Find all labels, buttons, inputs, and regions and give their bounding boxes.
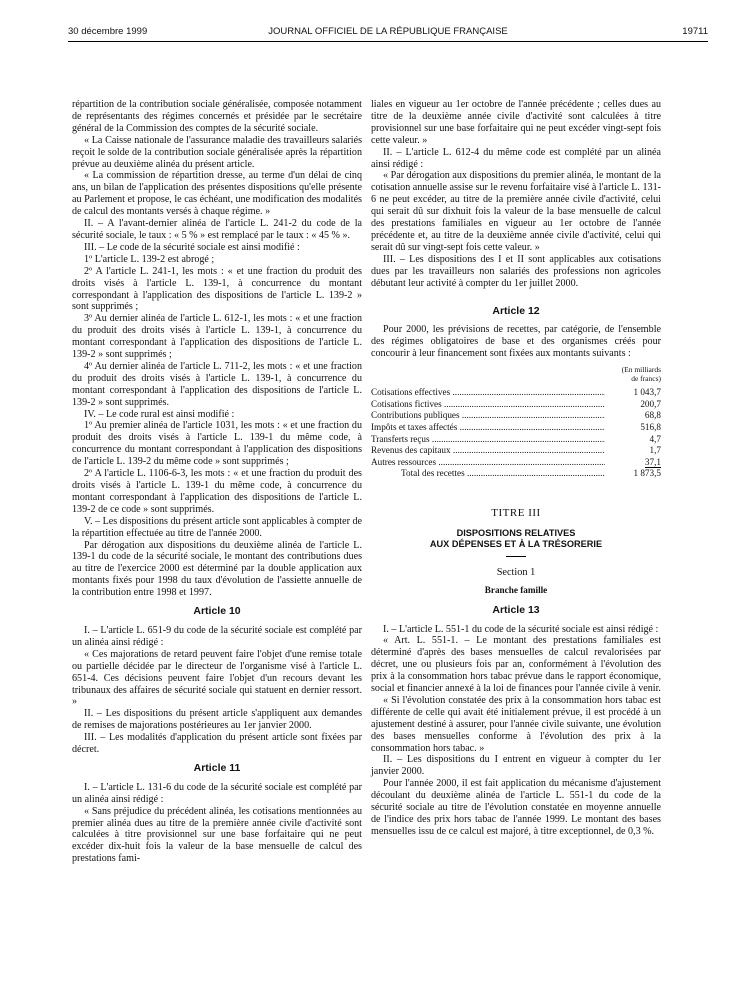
paragraph: IV. – Le code rural est ainsi modifié : <box>84 408 235 420</box>
right-column <box>371 99 661 838</box>
paragraph: « Si l'évolution constatée des prix à la consommation hors tabac est différente de celle qui avait été initialement prévue, il est procédé à un ajustement destiné à assurer, pour l'année civile suivante, une évolution des bases mensuelles conforme à l'évolution des prix à la consommation hors tabac. » <box>371 694 661 754</box>
paragraph: Par dérogation aux dispositions du deuxième alinéa de l'article L. 139-1 du code de la sécurité sociale, le montant des contributions dues au titre de l'exercice 2000 est déterminé par la double application aux montants fixés pour 1998 du taux d'évolution de l'assiette annuelle de la contribution entre 1998 et 1997. <box>72 539 362 599</box>
heading-divider <box>506 556 526 557</box>
article-13-heading: Article 13 <box>492 603 540 616</box>
header-journal-title: JOURNAL OFFICIEL DE LA RÉPUBLIQUE FRANÇAISE <box>268 26 508 37</box>
table-row: Contributions publiques ..... 68,8 <box>371 410 661 422</box>
paragraph: II. – Les dispositions du présent article s'appliquent aux demandes de remises de majorations postérieures au 1er janvier 2000. <box>72 708 362 732</box>
paragraph: II. – Les dispositions du I entrent en vigueur à compter du 1er janvier 2000. <box>371 754 661 778</box>
paragraph: 2º A l'article L. 1106-6-3, les mots : « et une fraction du produit des droits visés à l'article L. 139-1 du même code, à concurrence du montant correspondant à l'application des dispositions de l'article L. 139-2 de ce code » sont supprimés. <box>72 468 362 515</box>
table-row: Impôts et taxes affectés ..... 516,8 <box>371 422 661 434</box>
paragraph: I. – L'article L. 551-1 du code de la sécurité sociale est ainsi rédigé : <box>383 623 659 635</box>
paragraph: III. – Les dispositions des I et II sont applicables aux cotisations dues par les travailleurs non salariés des professions non agricoles débutant leur activité à compter du 1er juillet 2000. <box>371 253 661 289</box>
article-10-heading: Article 10 <box>193 605 241 618</box>
paragraph: 4º Au dernier alinéa de l'article L. 711-2, les mots : « et une fraction du produit des droits visés à l'article L. 139-1, à concurrence du montant correspondant à l'application des dispositions de l'article L. 139-2 » sont supprimés. <box>72 360 362 408</box>
paragraph: « La Caisse nationale de l'assurance maladie des travailleurs salariés reçoit le solde de la contribution sociale généralisée après la répartition prévue au deuxième alinéa du présent article. <box>72 134 362 170</box>
paragraph: 1º L'article L. 139-2 est abrogé ; <box>84 253 215 265</box>
paragraph: V. – Les dispositions du présent article sont applicables à compter de la répartition effectuée au titre de l'année 2000. <box>72 515 362 539</box>
paragraph: 3º Au dernier alinéa de l'article L. 612-1, les mots : « et une fraction du produit des droits visés à l'article L. 139-1, à concurrence du montant correspondant à l'application des dispositions de l'article L. 139-2 » sont supprimés ; <box>72 313 362 361</box>
paragraph: III. – Le code de la sécurité sociale est ainsi modifié : <box>84 241 300 253</box>
paragraph: « Art. L. 551-1. – Le montant des prestations familiales est déterminé d'après des bases mensuelles de calcul revalorisées par décret, une ou plusieurs fois par an, conformément à l'évolution des prix à la consommation hors tabac prévue dans le rapport économique, social et financier annexé à la loi de finances pour l'année civile à venir. <box>371 635 661 695</box>
paragraph: I. – L'article L. 131-6 du code de la sécurité sociale est complété par un alinéa ainsi rédigé : <box>72 781 362 805</box>
paragraph: « Sans préjudice du précédent alinéa, les cotisations mentionnées au premier alinéa dues au titre de la première année civile d'activité sont calculées à titre provisionnel sur une base forfaitaire qui ne peut excéder dix-huit fois la valeur de la base mensuelle de calcul des prestations fami- <box>72 805 362 865</box>
header-date: 30 décembre 1999 <box>68 26 148 37</box>
table-row: Revenus des capitaux ..... 1,7 <box>371 445 661 457</box>
table-row: Transferts reçus ..... 4,7 <box>371 434 661 446</box>
table-row: Autres ressources ..... 37,1 <box>371 457 661 469</box>
paragraph: « Par dérogation aux dispositions du premier alinéa, le montant de la cotisation annuelle assise sur le revenu forfaitaire visé à l'article L. 131-6 ne peut excéder, au titre de la première année civile d'activité, celui qui serait dû sur dixhuit fois la valeur de la base mensuelle de calcul des prestations familiales en vigueur au 1er octobre de l'année précédente et, au titre de la deuxième année civile d'activité, celui qui serait dû sur vingt-sept fois cette valeur. » <box>371 170 661 253</box>
page-header <box>68 26 708 40</box>
section-heading: Section 1 <box>496 566 536 578</box>
paragraph: Pour 2000, les prévisions de recettes, par catégorie, de l'ensemble des régimes obligatoires de base et des organismes créés pour concourir à leur financement sont fixées aux montants suivants : <box>371 324 661 360</box>
paragraph: III. – Les modalités d'application du présent article sont fixées par décret. <box>72 732 362 756</box>
paragraph: II. – A l'avant-dernier alinéa de l'article L. 241-2 du code de la sécurité sociale, le taux : « 5 % » est remplacé par le taux : « 45 % ». <box>72 218 362 241</box>
branche-heading: Branche famille <box>484 584 548 595</box>
titre-heading: TITRE III <box>491 506 541 519</box>
article-12-heading: Article 12 <box>492 304 540 317</box>
header-rule <box>68 41 708 42</box>
paragraph: II. – L'article L. 612-4 du même code est complété par un alinéa ainsi rédigé : <box>371 146 661 170</box>
header-page-number: 19711 <box>682 26 708 37</box>
table-unit-note: (En milliards de francs) <box>621 365 661 383</box>
paragraph: 2º A l'article L. 241-1, les mots : « et une fraction du produit des droits visés à l'article L. 139-1, à concurrence du montant correspondant à l'application des dispositions de l'article L. 139-2 » sont supprimés ; <box>72 265 362 313</box>
paragraph: « Ces majorations de retard peuvent faire l'objet d'une remise totale ou partielle décidée par le directeur de l'organisme visé à l'article L. 651-4. Ces décisions peuvent faire l'objet d'un recours devant les tribunaux des affaires de sécurité sociale qui statuent en dernier ressort. » <box>72 648 362 708</box>
left-column <box>72 99 362 865</box>
table-row: Cotisations fictives ..... 200,7 <box>371 399 661 411</box>
article-11-heading: Article 11 <box>193 761 241 774</box>
table-row: Cotisations effectives ..... 1 043,7 <box>371 387 661 399</box>
paragraph: I. – L'article L. 651-9 du code de la sécurité sociale est complété par un alinéa ainsi rédigé : <box>72 624 362 648</box>
table-total-row: Total des recettes ..... 1 873,5 <box>371 468 661 480</box>
paragraph: répartition de la contribution sociale généralisée, composée notamment de représentants des régimes concernés et présidée par le secrétaire général de la Commission des comptes de la sécurité sociale. <box>72 99 362 134</box>
paragraph: liales en vigueur au 1er octobre de l'année précédente ; celles dues au titre de la deuxième année civile d'activité sont calculées à titre provisionnel sur une base forfaitaire qui ne peut excéder vingt-sept fois cette valeur. » <box>371 99 661 146</box>
paragraph: 1º Au premier alinéa de l'article 1031, les mots : « et une fraction du produit des droits visés à l'article L. 139-1 du même code, à concurrence du montant correspondant à l'application des dispositions de l'article L. 139-2 du même code » sont supprimés ; <box>72 420 362 468</box>
dispositions-heading: DISPOSITIONS RELATIVES AUX DÉPENSES ET À LA TRÉSORERIE <box>429 527 603 549</box>
paragraph: Pour l'année 2000, il est fait application du mécanisme d'ajustement découlant du deuxième alinéa de l'article L. 551-1 du code de la sécurité sociale au titre de l'évolution constatée en moyenne annuelle de l'indice des prix hors tabac de l'année 1999. Le montant des bases mensuelles issu de ce calcul est majoré, à titre exceptionnel, de 0,3 %. <box>371 778 661 837</box>
revenue-table <box>371 366 661 480</box>
paragraph: « La commission de répartition dresse, au terme d'un délai de cinq ans, un bilan de l'application des présentes dispositions qu'elle présente au Parlement et propose, le cas échéant, une modification des modalités de calcul des montants versés à chaque régime. » <box>72 170 362 218</box>
